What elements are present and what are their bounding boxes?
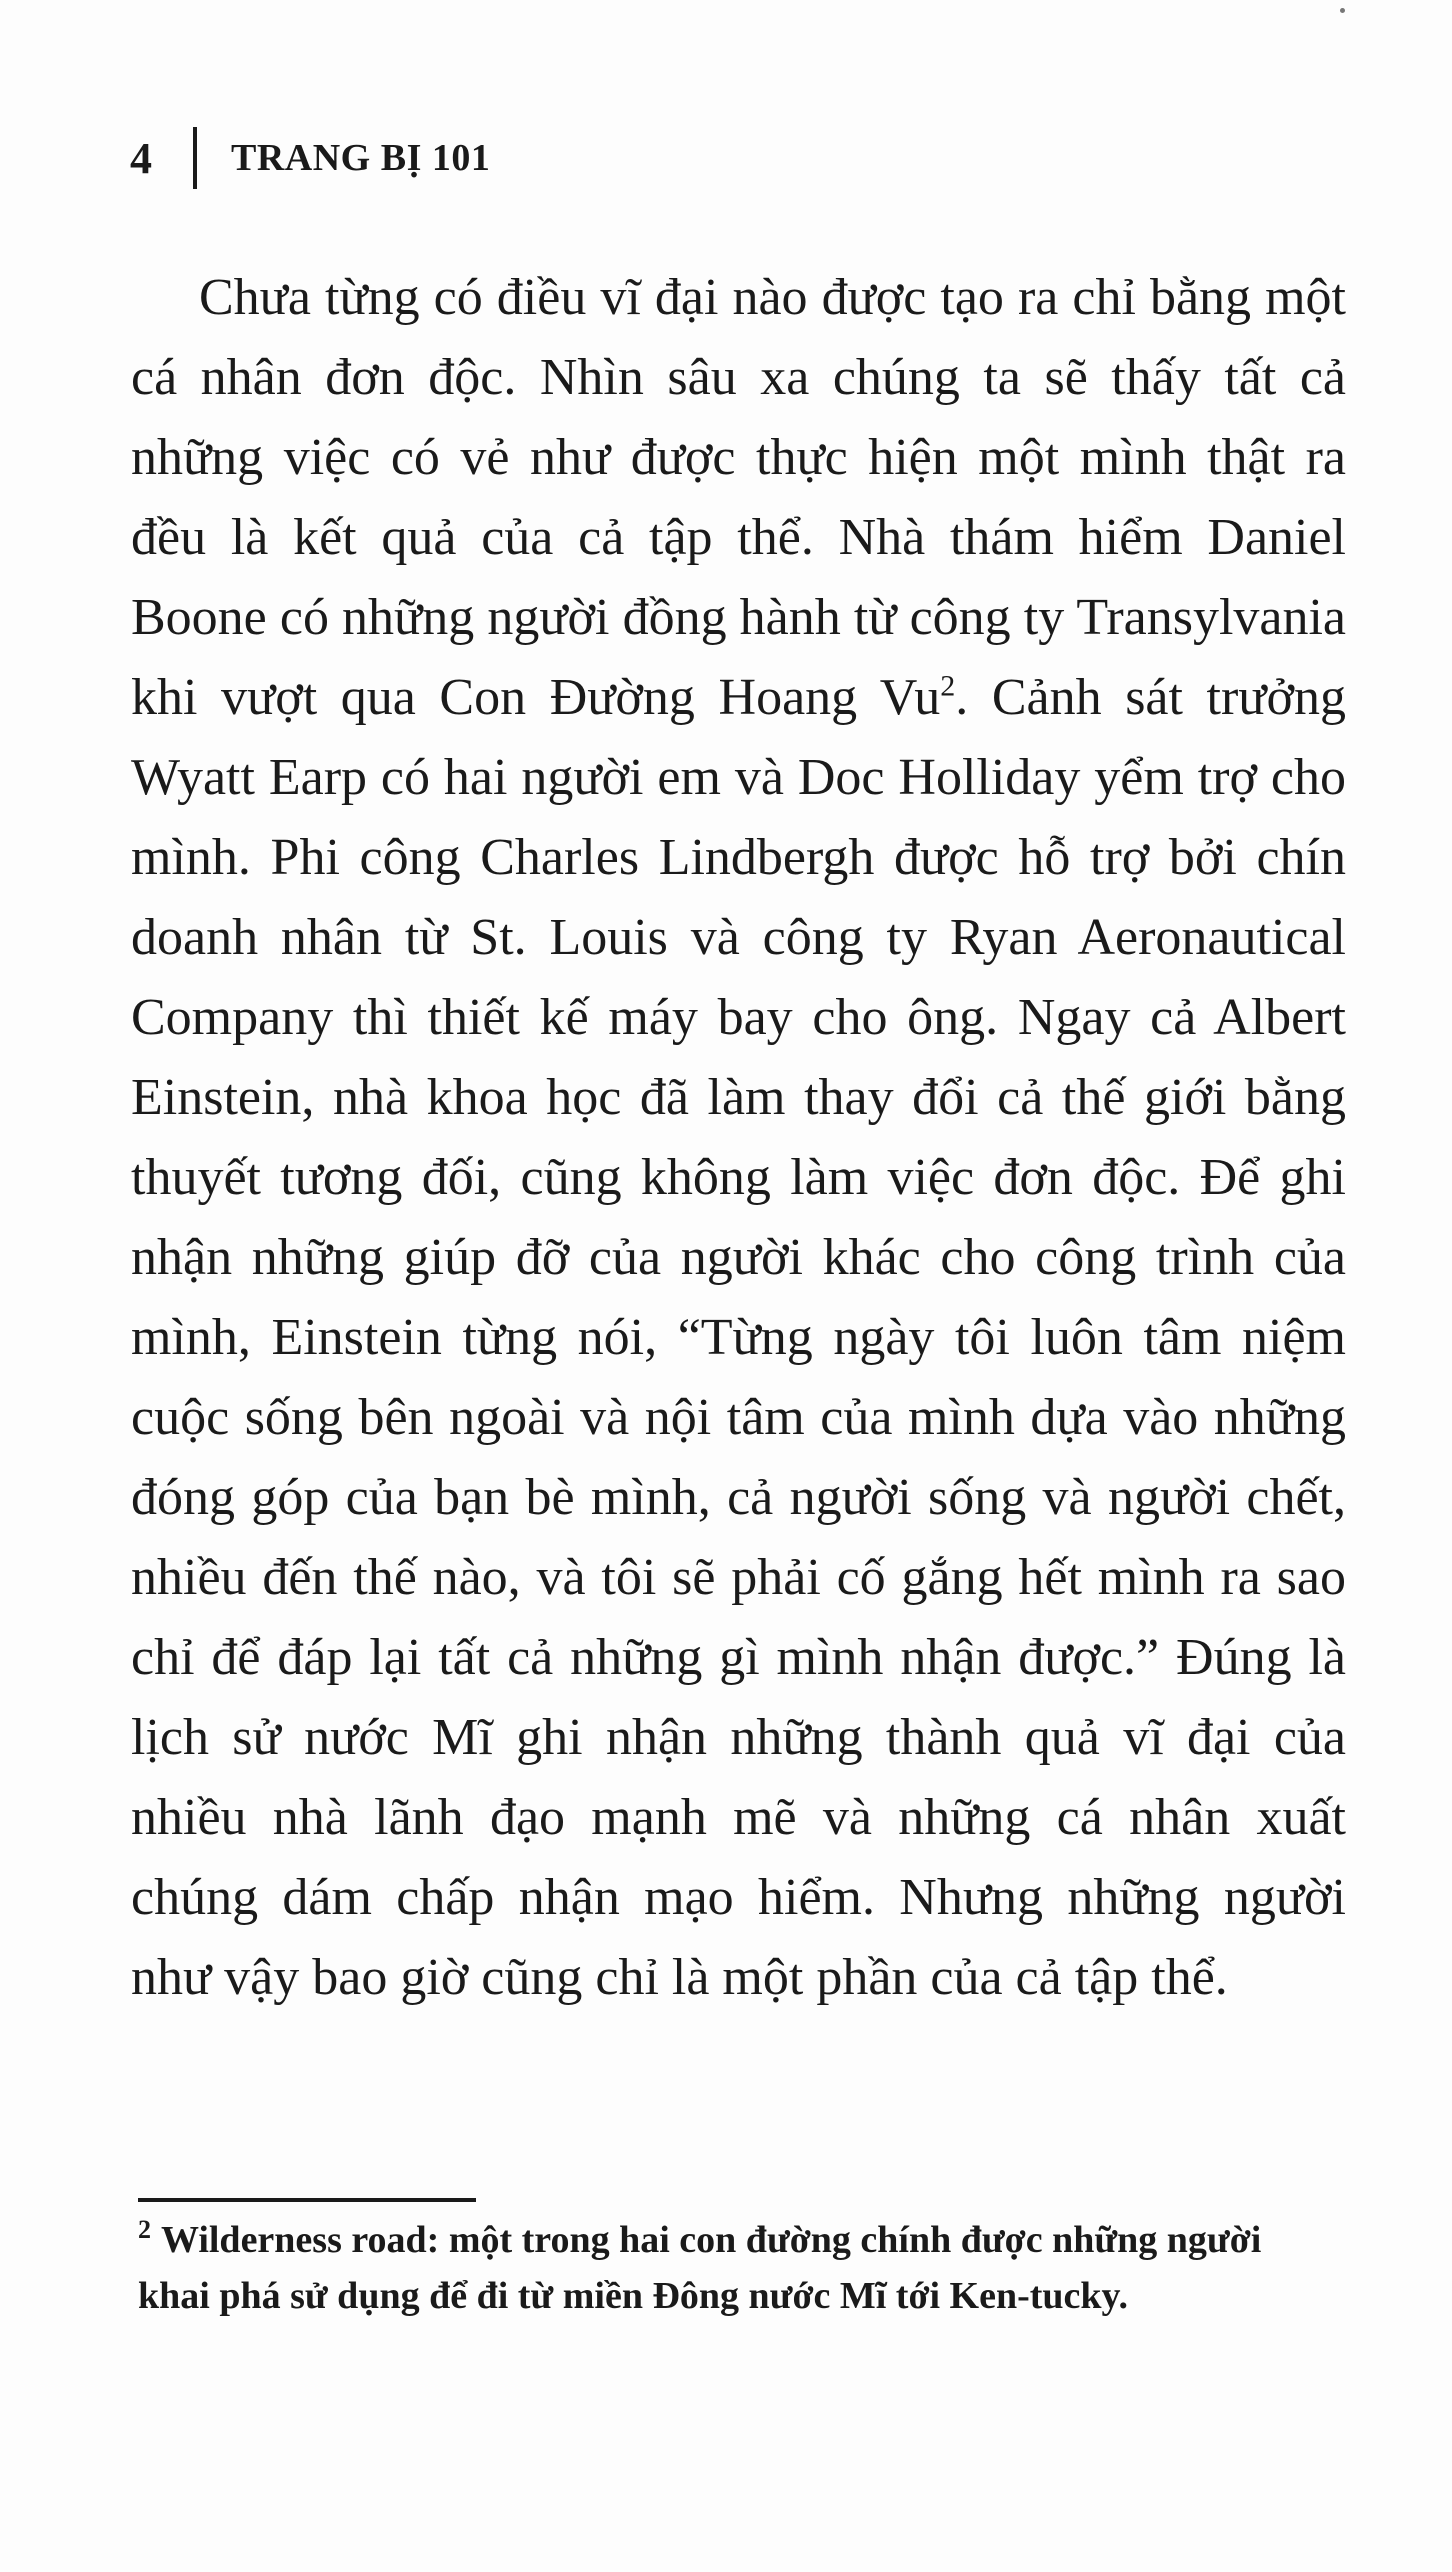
header-divider [193, 127, 197, 189]
footnote-marker: 2 [138, 2215, 151, 2245]
running-title: TRANG BỊ 101 [231, 137, 491, 179]
body-text-part-1: Chưa từng có điều vĩ đại nào được tạo ra chỉ bằng một cá nhân đơn độc. Nhìn sâu xa chúng ta sẽ thấy tất cả những việc có vẻ như được thực hiện một mình thật ra đều là kết quả của cả tập thể. Nhà thám hiểm Daniel Boone có những người đồng hành từ công ty Transylvania khi vượt qua Con Đường Hoang Vu [131, 269, 1346, 726]
page-number: 4 [130, 133, 153, 183]
body-text-part-2: . Cảnh sát trưởng Wyatt Earp có hai người em và Doc Holliday yểm trợ cho mình. Phi công Charles Lindbergh được hỗ trợ bởi chín doanh nhân từ St. Louis và công ty Ryan Aeronautical Company thì thiết kế máy bay cho ông. Ngay cả Albert Einstein, nhà khoa học đã làm thay đổi cả thế giới bằng thuyết tương đối, cũng không làm việc đơn độc. Để ghi nhận những giúp đỡ của người khác cho công trình của mình, Einstein từng nói, “Từng ngày tôi luôn tâm niệm cuộc sống bên ngoài và nội tâm của mình dựa vào những đóng góp của bạn bè mình, cả người sống và người chết, nhiều đến thế nào, và tôi sẽ phải cố gắng hết mình ra sao chỉ để đáp lại tất cả những gì mình nhận được.” Đúng là lịch sử nước Mĩ ghi nhận những thành quả vĩ đại của nhiều nhà lãnh đạo mạnh mẽ và những cá nhân xuất chúng dám chấp nhận mạo hiểm. Nhưng những người như vậy bao giờ cũng chỉ là một phần của cả tập thể. [131, 669, 1346, 2006]
running-head [130, 128, 490, 188]
footnote-reference: 2 [940, 669, 956, 703]
scan-speck [1340, 8, 1345, 13]
footnote-text: Wilderness road: một trong hai con đường chính được những người khai phá sử dụng để đi từ miền Đông nước Mĩ tới Ken-tucky. [138, 2219, 1262, 2317]
body-paragraph [131, 258, 1346, 2018]
footnote-divider [138, 2198, 476, 2202]
footnote [138, 2212, 1338, 2324]
